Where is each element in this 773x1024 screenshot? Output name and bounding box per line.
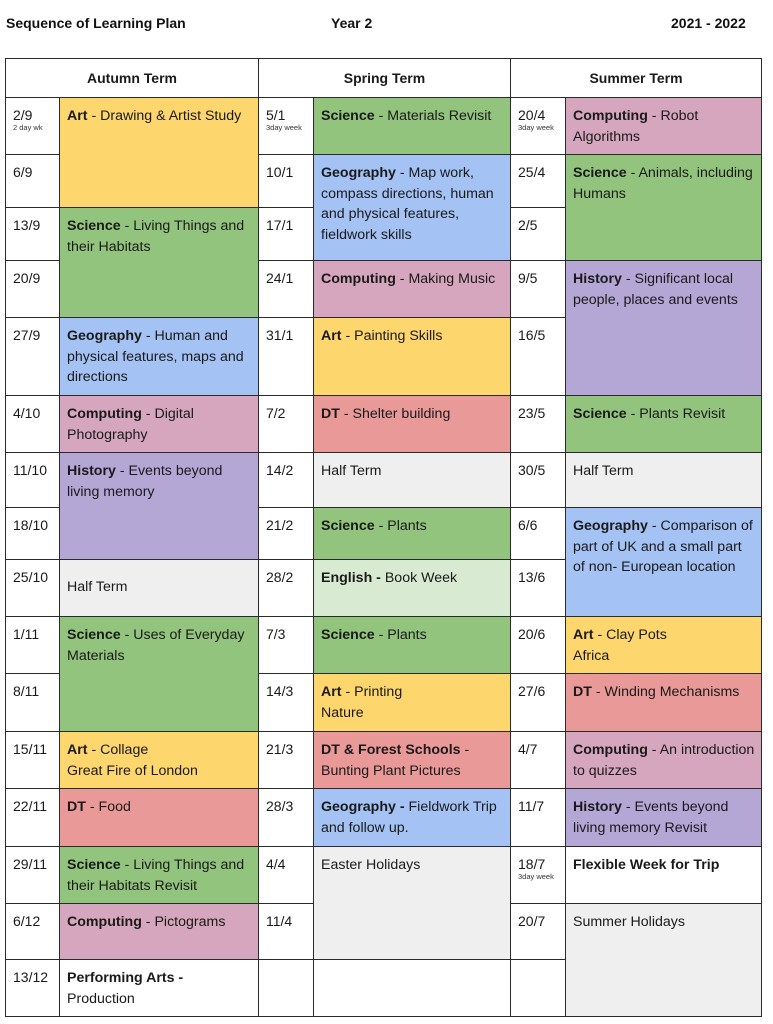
topic-cell: Science - Plants	[314, 617, 511, 674]
page-title: Sequence of Learning Plan	[6, 15, 186, 31]
topic-cell: DT - Shelter building	[314, 396, 511, 453]
topic-cell: Flexible Week for Trip	[566, 847, 762, 904]
topic-cell: Science - Materials Revisit	[314, 98, 511, 155]
date-cell	[259, 960, 314, 1017]
topic-cell: Computing - Robot Algorithms	[566, 98, 762, 155]
topic-cell: Computing - An introduction to quizzes	[566, 732, 762, 789]
date-cell: 1/11	[6, 617, 60, 674]
date-cell: 11/4	[259, 904, 314, 960]
date-cell: 27/6	[511, 674, 566, 732]
date-cell: 6/9	[6, 155, 60, 208]
date-cell: 24/1	[259, 261, 314, 318]
topic-cell: Geography - Comparison of part of UK and a small part of non- European location	[566, 508, 762, 617]
topic-cell: Half Term	[566, 453, 762, 508]
date-cell: 20/6	[511, 617, 566, 674]
date-cell: 28/2	[259, 560, 314, 617]
topic-cell: Computing - Digital Photography	[60, 396, 259, 453]
date-cell: 23/5	[511, 396, 566, 453]
topic-cell: DT - Food	[60, 789, 259, 847]
topic-cell: Art - Painting Skills	[314, 318, 511, 396]
date-cell: 29/11	[6, 847, 60, 904]
date-cell: 21/3	[259, 732, 314, 789]
date-cell: 13/12	[6, 960, 60, 1017]
date-cell: 25/4	[511, 155, 566, 208]
date-cell: 14/3	[259, 674, 314, 732]
topic-cell: History - Events beyond living memory Revisit	[566, 789, 762, 847]
date-cell: 9/5	[511, 261, 566, 318]
date-cell: 14/2	[259, 453, 314, 508]
topic-cell	[314, 960, 511, 1017]
term-header-summer: Summer Term	[511, 59, 762, 98]
date-cell: 31/1	[259, 318, 314, 396]
date-cell: 25/10	[6, 560, 60, 617]
date-cell: 10/1	[259, 155, 314, 208]
date-cell: 16/5	[511, 318, 566, 396]
date-cell: 15/11	[6, 732, 60, 789]
topic-cell: Science - Plants	[314, 508, 511, 560]
topic-cell: Computing - Making Music	[314, 261, 511, 318]
date-cell: 28/3	[259, 789, 314, 847]
topic-cell: DT & Forest Schools - Bunting Plant Pictures	[314, 732, 511, 789]
learning-plan-table	[5, 58, 762, 1017]
topic-cell: Science - Animals, including Humans	[566, 155, 762, 261]
date-cell: 6/12	[6, 904, 60, 960]
topic-cell: Half Term	[60, 560, 259, 617]
topic-cell: History - Events beyond living memory	[60, 453, 259, 560]
date-cell: 2/5	[511, 208, 566, 261]
date-cell: 18/10	[6, 508, 60, 560]
date-cell: 11/7	[511, 789, 566, 847]
topic-cell: Performing Arts - Production	[60, 960, 259, 1017]
topic-cell: Summer Holidays	[566, 904, 762, 1017]
date-cell: 20/9	[6, 261, 60, 318]
topic-cell: Science - Living Things and their Habitats	[60, 208, 259, 318]
date-cell: 13/6	[511, 560, 566, 617]
topic-cell: Art - Printing Nature	[314, 674, 511, 732]
topic-cell: Science - Living Things and their Habitats Revisit	[60, 847, 259, 904]
date-cell: 7/3	[259, 617, 314, 674]
date-cell: 20/4 3day week	[511, 98, 566, 155]
date-cell: 20/7	[511, 904, 566, 960]
date-cell: 27/9	[6, 318, 60, 396]
date-cell: 7/2	[259, 396, 314, 453]
date-cell: 13/9	[6, 208, 60, 261]
term-header-spring: Spring Term	[259, 59, 511, 98]
date-cell: 22/11	[6, 789, 60, 847]
date-cell: 2/9 2 day wk	[6, 98, 60, 155]
academic-year-label: 2021 - 2022	[671, 15, 746, 31]
topic-cell: Art - Collage Great Fire of London	[60, 732, 259, 789]
date-cell: 21/2	[259, 508, 314, 560]
date-cell: 11/10	[6, 453, 60, 508]
date-cell	[511, 960, 566, 1017]
date-cell: 4/7	[511, 732, 566, 789]
topic-cell: Geography - Fieldwork Trip and follow up.	[314, 789, 511, 847]
topic-cell: Science - Plants Revisit	[566, 396, 762, 453]
year-label: Year 2	[331, 15, 373, 31]
topic-cell: History - Significant local people, places and events	[566, 261, 762, 396]
topic-cell: Art - Drawing & Artist Study	[60, 98, 259, 208]
date-cell: 4/10	[6, 396, 60, 453]
topic-cell: English - Book Week	[314, 560, 511, 617]
date-cell: 6/6	[511, 508, 566, 560]
term-header-autumn: Autumn Term	[6, 59, 259, 98]
date-cell: 5/1 3day week	[259, 98, 314, 155]
topic-cell: Geography - Human and physical features, maps and directions	[60, 318, 259, 396]
topic-cell: DT - Winding Mechanisms	[566, 674, 762, 732]
topic-cell: Science - Uses of Everyday Materials	[60, 617, 259, 732]
topic-cell: Geography - Map work, compass directions, human and physical features, fieldwork skills	[314, 155, 511, 261]
date-cell: 8/11	[6, 674, 60, 732]
date-cell: 30/5	[511, 453, 566, 508]
date-cell: 4/4	[259, 847, 314, 904]
topic-cell: Computing - Pictograms	[60, 904, 259, 960]
topic-cell: Art - Clay Pots Africa	[566, 617, 762, 674]
date-cell: 18/7 3day week	[511, 847, 566, 904]
topic-cell: Half Term	[314, 453, 511, 508]
topic-cell: Easter Holidays	[314, 847, 511, 960]
date-cell: 17/1	[259, 208, 314, 261]
